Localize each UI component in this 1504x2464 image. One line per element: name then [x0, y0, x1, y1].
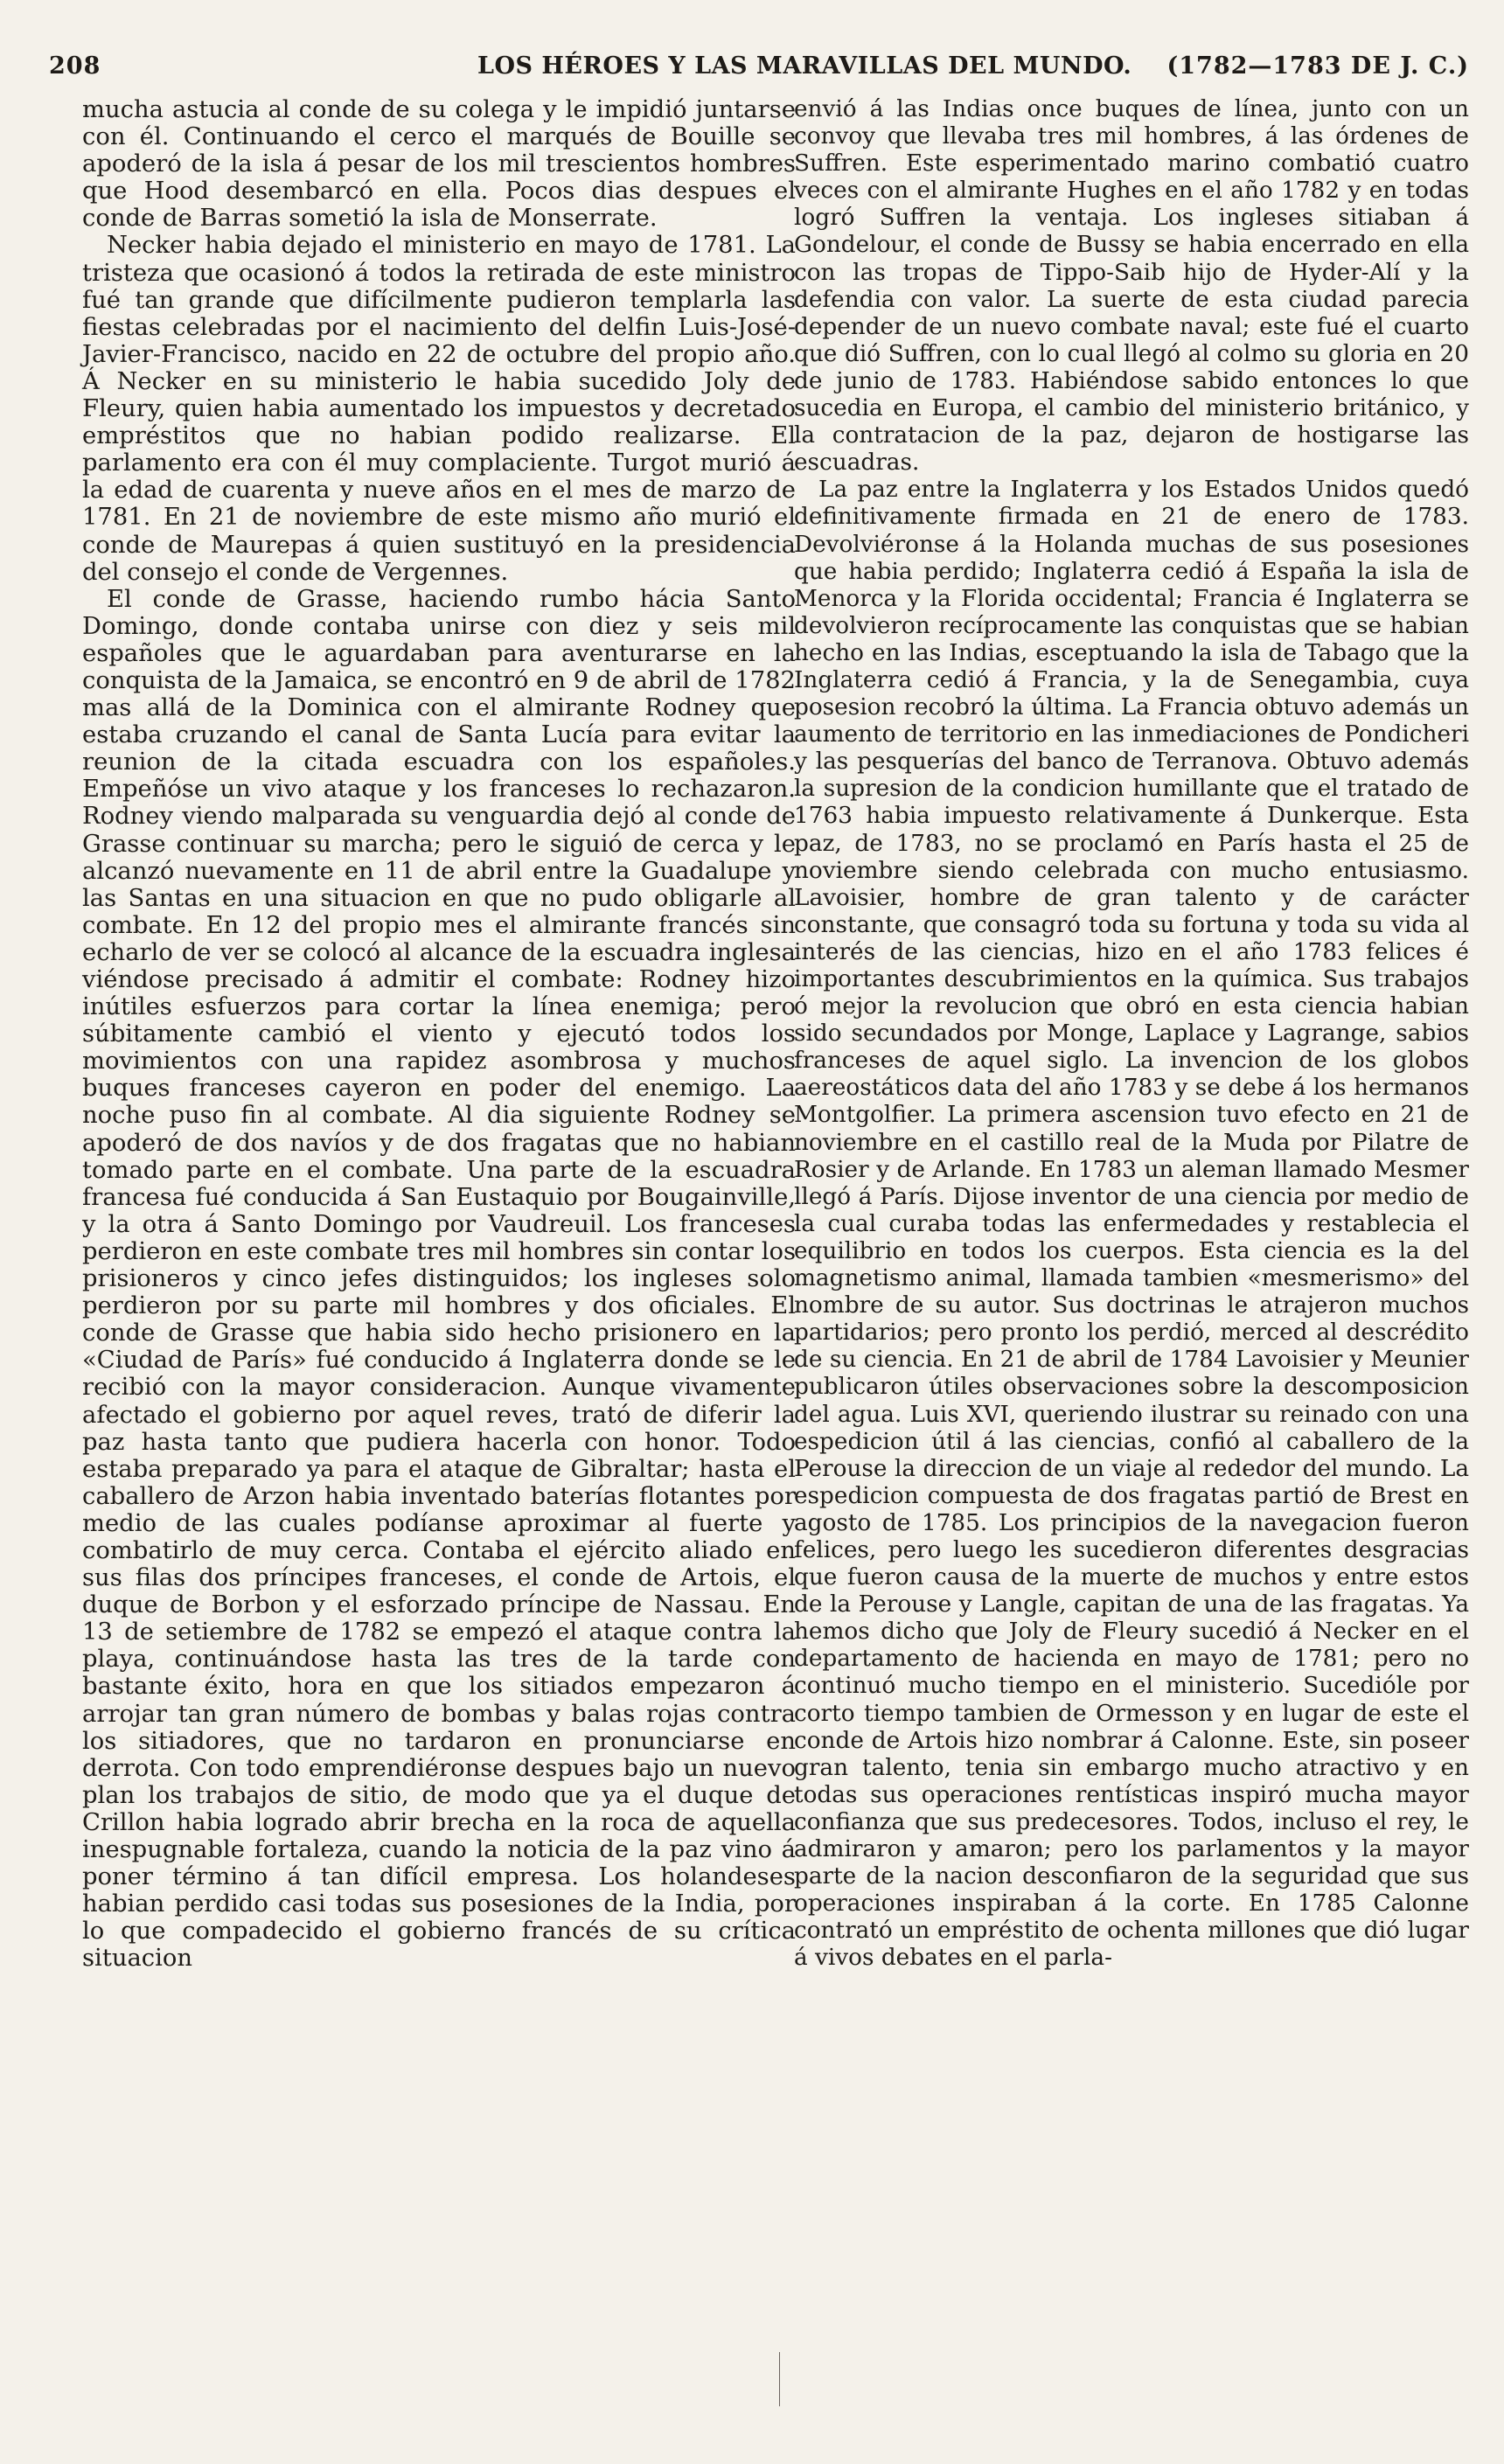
right-column	[794, 96, 1469, 1972]
running-title: LOS HÉROES Y LAS MARAVILLAS DEL MUNDO.	[477, 52, 1132, 80]
left-column	[82, 96, 796, 1972]
page-number: 208	[49, 52, 101, 80]
paragraph: mucha astucia al conde de su colega y le impidió juntarse con él. Continuando el cerco el marqués de Bouille se apoderó de la isla á pesar de los mil trescientos hombres que Hood desembarcó en ella. Pocos dias despues el conde de Barras sometió la isla de Monserrate.	[82, 96, 796, 233]
paragraph: Necker habia dejado el ministerio en mayo de 1781. La tristeza que ocasionó á todos la retirada de este ministro fué tan grande que difícilmente pudieron templarla las fiestas celebradas por el nacimiento del delfin Luis-José-Javier-Francisco, nacido en 22 de octubre del propio año. Á Necker en su ministerio le habia sucedido Joly de Fleury, quien habia aumentado los impuestos y decretado empréstitos que no habian podido realizarse. El parlamento era con él muy complaciente. Turgot murió á la edad de cuarenta y nueve años en el mes de marzo de 1781. En 21 de noviembre de este mismo año murió el conde de Maurepas á quien sustituyó en la presidencia del consejo el conde de Vergennes.	[82, 232, 796, 586]
column-divider	[779, 2352, 780, 2406]
paragraph: El conde de Grasse, haciendo rumbo hácia Santo Domingo, donde contaba unirse con diez y seis mil españoles que le aguardaban para aventurarse en la conquista de la Jamaica, se encontró en 9 de abril de 1782 mas allá de la Dominica con el almirante Rodney que estaba cruzando el canal de Santa Lucía para evitar la reunion de la citada escuadra con los españoles. Empeñóse un vivo ataque y los franceses lo rechazaron. Rodney viendo malparada su venguardia dejó al conde de Grasse continuar su marcha; pero le siguió de cerca y le alcanzó nuevamente en 11 de abril entre la Guadalupe y las Santas en una situacion en que no pudo obligarle al combate. En 12 del propio mes el almirante francés sin echarlo de ver se colocó al alcance de la escuadra inglesa viéndose precisado á admitir el combate: Rodney hizo inútiles esfuerzos para cortar la línea enemiga; pero súbitamente cambió el viento y ejecutó todos los movimientos con una rapidez asombrosa y muchos buques franceses cayeron en poder del enemigo. La noche puso fin al combate. Al dia siguiente Rodney se apoderó de dos navíos y de dos fragatas que no habian tomado parte en el combate. Una parte de la escuadra francesa fué conducida á San Eustaquio por Bougainville, y la otra á Santo Domingo por Vaudreuil. Los franceses perdieron en este combate tres mil hombres sin contar los prisioneros y cinco jefes distinguidos; los ingleses solo perdieron por su parte mil hombres y dos oficiales. El conde de Grasse que habia sido hecho prisionero en la «Ciudad de París» fué conducido á Inglaterra donde se le recibió con la mayor consideracion. Aunque vivamente afectado el gobierno por aquel reves, trató de diferir la paz hasta tanto que pudiera hacerla con honor. Todo estaba preparado ya para el ataque de Gibraltar; hasta el caballero de Arzon habia inventado baterías flotantes por medio de las cuales podíanse aproximar al fuerte y combatirlo de muy cerca. Contaba el ejército aliado en sus filas dos príncipes franceses, el conde de Artois, el duque de Borbon y el esforzado príncipe de Nassau. En 13 de setiembre de 1782 se empezó el ataque contra la playa, continuándose hasta las tres de la tarde con bastante éxito, hora en que los sitiados empezaron á arrojar tan gran número de bombas y balas rojas contra los sitiadores, que no tardaron en pronunciarse en derrota. Con todo emprendiéronse despues bajo un nuevo plan los trabajos de sitio, de modo que ya el duque de Crillon habia logrado abrir brecha en la roca de aquella inespugnable fortaleza, cuando la noticia de la paz vino á poner término á tan difícil empresa. Los holandeses habian perdido casi todas sus posesiones de la India, por lo que compadecido el gobierno francés de su crítica situacion	[82, 585, 796, 1973]
paragraph: La paz entre la Inglaterra y los Estados Unidos quedó definitivamente firmada en 21 de enero de 1783. Devolviéronse á la Holanda muchas de sus posesiones que habia perdido; Inglaterra cedió á España la isla de Menorca y la Florida occidental; Francia é Inglaterra se devolvieron recíprocamente las conquistas que se habian hecho en las Indias, esceptuando la isla de Tabago que la Inglaterra cedió á Francia, y la de Senegambia, cuya posesion recobró la última. La Francia obtuvo además un aumento de territorio en las inmediaciones de Pondicheri y las pesquerías del banco de Terranova. Obtuvo además la supresion de la condicion humillante que el tratado de 1763 habia impuesto relativamente á Dunkerque. Esta paz, de 1783, no se proclamó en París hasta el 25 de noviembre siendo celebrada con mucho entusiasmo. Lavoisier, hombre de gran talento y de carácter constante, que consagró toda su fortuna y toda su vida al interés de las ciencias, hizo en el año 1783 felices é importantes descubrimientos en la química. Sus trabajos ó mejor la revolucion que obró en esta ciencia habian sido secundados por Monge, Laplace y Lagrange, sabios franceses de aquel siglo. La invencion de los globos aereostáticos data del año 1783 y se debe á los hermanos Montgolfier. La primera ascension tuvo efecto en 21 de noviembre en el castillo real de la Muda por Pilatre de Rosier y de Arlande. En 1783 un aleman llamado Mesmer llegó á París. Dijose inventor de una ciencia por medio de la cual curaba todas las enfermedades y restablecia el equilibrio en todos los cuerpos. Esta ciencia es la del magnetismo animal, llamada tambien «mesmerismo» del nombre de su autor. Sus doctrinas le atrajeron muchos partidarios; pero pronto los perdió, merced al descrédito de su ciencia. En 21 de abril de 1784 Lavoisier y Meunier publicaron útiles observaciones sobre la descomposicion del agua. Luis XVI, queriendo ilustrar su reinado con una espedicion útil á las ciencias, confió al caballero de la Perouse la direccion de un viaje al rededor del mundo. La espedicion compuesta de dos fragatas partió de Brest en agosto de 1785. Los principios de la navegacion fueron felices, pero luego les sucedieron diferentes desgracias que fueron causa de la muerte de muchos y entre estos de la Perouse y Langle, capitan de una de las fragatas. Ya hemos dicho que Joly de Fleury sucedió á Necker en el departamento de hacienda en mayo de 1781; pero no continuó mucho tiempo en el ministerio. Sucedióle por corto tiempo tambien de Ormesson y en lugar de este el conde de Artois hizo nombrar á Calonne. Este, sin poseer gran talento, tenia sin embargo mucho atractivo y en todas sus operaciones rentísticas inspiró mucha mayor confianza que sus predecesores. Todos, incluso el rey, le admiraron y amaron; pero los parlamentos y la mayor parte de la nacion desconfiaron de la seguridad que sus operaciones inspiraban á la corte. En 1785 Calonne contrató un empréstito de ochenta millones que dió lugar á vivos debates en el parla-	[794, 477, 1469, 1972]
page-header	[49, 52, 1469, 84]
date-range: (1782—1783 DE J. C.)	[1166, 52, 1469, 80]
paragraph: envió á las Indias once buques de línea, junto con un convoy que llevaba tres mil hombres, á las órdenes de Suffren. Este esperimentado marino combatió cuatro veces con el almirante Hughes en el año 1782 y en todas logró Suffren la ventaja. Los ingleses sitiaban á Gondelour, el conde de Bussy se habia encerrado en ella con las tropas de Tippo-Saib hijo de Hyder-Alí y la defendia con valor. La suerte de esta ciudad parecia depender de un nuevo combate naval; este fué el cuarto que dió Suffren, con lo cual llegó al colmo su gloria en 20 de junio de 1783. Habiéndose sabido entonces lo que sucedia en Europa, el cambio del ministerio británico, y la contratacion de la paz, dejaron de hostigarse las escuadras.	[794, 96, 1469, 477]
